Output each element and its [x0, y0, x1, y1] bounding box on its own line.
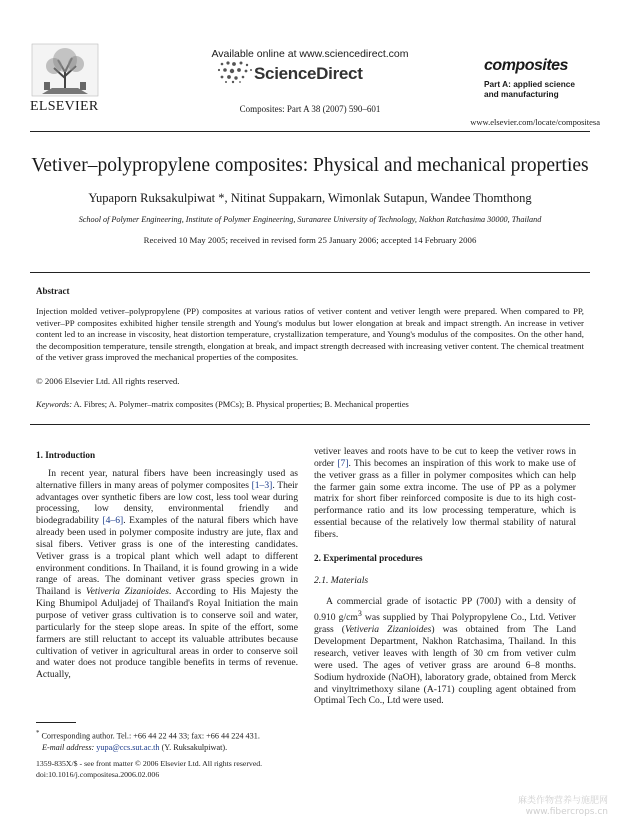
- keywords-label: Keywords:: [36, 400, 72, 409]
- journal-url-link[interactable]: www.elsevier.com/locate/compositesa: [470, 117, 600, 127]
- intro-text: vetiver leaves and roots have to be cut to keep the vetiver rows in order: [314, 446, 576, 469]
- publisher-wordmark: ELSEVIER: [30, 99, 99, 114]
- journal-reference: Composites: Part A 38 (2007) 590–601: [239, 104, 381, 114]
- materials-text: A commercial grade of isotactic PP (700J) with a density of 0.910 g/cm: [314, 596, 576, 624]
- article-title: Vetiver–polypropylene composites: Physical and mechanical properties: [31, 155, 589, 176]
- abstract-copyright: © 2006 Elsevier Ltd. All rights reserved.: [36, 376, 180, 386]
- materials-text: ) was obtained from The Land Development Department, Nakhon Ratchasima, Thailand. In this research, vetiver leaves with length of 30 cm from vetiver culm were used. The ages of vetiver grass are around 6–8 months. Sodium hydroxide (NaOH), laboratory grade, obtained from Merck and vinyltrimethoxy silane (A-171) coupling agent obtained from Optimal Tech Co., Ltd were used.: [314, 624, 576, 707]
- intro-text: . Examples of the natural fibers which have already been used in polymer composite industry are jute, flax and sisal fibers. Vetiver grass is one of the interesting candidates. Vetiver grass is a tropical plant which well adapt to different environment conditions. In Thailand, it is found growing in a wide range of areas. The dominant vetiver grass species grown in Thailand is: [36, 515, 298, 598]
- header-divider: [30, 131, 590, 132]
- intro-text: . This becomes an inspiration of this work to make use of the vetiver grass as a filler in polymer composites which can help the farmer gain some extra income. The use of PP as a polymer matrix for short fiber reinforced composite is due to its high cost-performance ratio and its low processing temperature, which is essential because of the relatively low thermal stability of natural fibers.: [314, 457, 576, 540]
- article-dates: Received 10 May 2005; received in revised form 25 January 2006; accepted 14 February 2006: [143, 235, 477, 245]
- footnote-divider: [36, 722, 76, 723]
- intro-paragraph-1: [36, 468, 298, 681]
- keywords-list: A. Fibres; A. Polymer–matrix composites (PMCs); B. Physical properties; B. Mechanical properties: [73, 400, 409, 409]
- intro-text: . Their advantages over synthetic fibers are low cost, less tool wear during processing, low density, environmental friendly and biodegradability: [36, 479, 298, 527]
- sciencedirect-dots-icon: [216, 60, 254, 84]
- doi-line: doi:10.1016/j.compositesa.2006.02.006: [36, 770, 160, 779]
- section-heading-introduction: 1. Introduction: [36, 450, 96, 460]
- materials-text: was supplied by Thai Polypropylene Co., Ltd. Vetiver grass (: [314, 612, 576, 636]
- imprint: [36, 758, 336, 780]
- watermark-line1: 麻类作物营养与施肥网: [517, 796, 608, 806]
- available-online-text: Available online at www.sciencedirect.com: [211, 48, 409, 60]
- abstract-top-divider: [30, 272, 590, 273]
- citation-link[interactable]: [1–3]: [251, 479, 273, 491]
- abstract-body: Injection molded vetiver–polypropylene (PP) composites at various ratios of vetiver content and vetiver length were prepared. When compared to PP, vetiver–PP composites exhibited higher tensile strength and Young's modulus but lower elongation at break and impact strength. An increase in vetiver content led to an increase in viscosity, heat distortion temperature, crystallization temperature, and Young's modulus of the composites. On the other hand, the decomposition temperature, tensile strength, elongation at break, and impact strength decreased with increasing vetiver content. The chemical treatment of the vetiver grass improved the mechanical properties of the composites.: [36, 306, 584, 363]
- front-matter-line: 1359-835X/$ - see front matter © 2006 Elsevier Ltd. All rights reserved.: [36, 759, 263, 768]
- journal-subtitle: [484, 79, 584, 99]
- right-column: [314, 446, 576, 707]
- footnote-marker: *: [36, 730, 40, 737]
- elsevier-tree-icon: [30, 42, 100, 98]
- email-suffix: (Y. Ruksakulpiwat).: [161, 742, 228, 752]
- keywords: [36, 400, 584, 409]
- left-column: [36, 450, 298, 681]
- section-heading-experimental: 2. Experimental procedures: [314, 552, 423, 563]
- abstract-heading: Abstract: [36, 286, 70, 296]
- email-label: E-mail address:: [42, 742, 95, 752]
- species-name: Vetiveria Zizanioides: [344, 624, 432, 636]
- sciencedirect-wordmark: ScienceDirect: [254, 64, 363, 83]
- superscript: 3: [357, 609, 362, 619]
- corresponding-author-footnote: [36, 728, 298, 753]
- citation-link[interactable]: [4–6]: [102, 515, 124, 527]
- abstract-bottom-divider: [30, 424, 590, 425]
- species-name: Vetiveria Zizanioides: [85, 586, 169, 598]
- footnote-contact: Corresponding author. Tel.: +66 44 22 44 33; fax: +66 44 224 431.: [41, 731, 260, 741]
- watermark-line2: www.fibercrops.cn: [525, 807, 608, 817]
- article-authors: Yupaporn Ruksakulpiwat *, Nitinat Suppakarn, Wimonlak Sutapun, Wandee Thomthong: [88, 191, 532, 205]
- site-watermark: [478, 796, 608, 818]
- intro-text: In recent year, natural fibers have been increasingly used as alternative fillers in many areas of polymer composites: [36, 467, 298, 491]
- intro-paragraph-2: [314, 446, 576, 541]
- author-affiliation: School of Polymer Engineering, Institute of Polymer Engineering, Suranaree University of Technology, Nakhon Ratchasima 30000, Thailand: [78, 215, 542, 224]
- subsection-heading-materials: 2.1. Materials: [314, 574, 369, 586]
- citation-link[interactable]: [7]: [337, 457, 349, 469]
- journal-subtitle-line1: Part A: applied science: [484, 79, 575, 89]
- materials-paragraph: [314, 596, 576, 707]
- intro-text: . According to His Majesty the King Bhumipol Aduljadej of Thailand's Royal Initiation the main purpose of vetiver grass cultivation is to conserve soil and water, particularly for the steep slope areas. In spite of the effort, some farmers are still reluctant to accept its valuable attributes because cultivation of vetiver in agricultural areas in order to conserve soil and water does not produce tangible benefits in terms of revenue. Actually,: [36, 586, 298, 681]
- journal-subtitle-line2: and manufacturing: [484, 89, 559, 99]
- email-link[interactable]: yupa@ccs.sut.ac.th: [96, 742, 160, 752]
- journal-wordmark: composites: [484, 57, 568, 74]
